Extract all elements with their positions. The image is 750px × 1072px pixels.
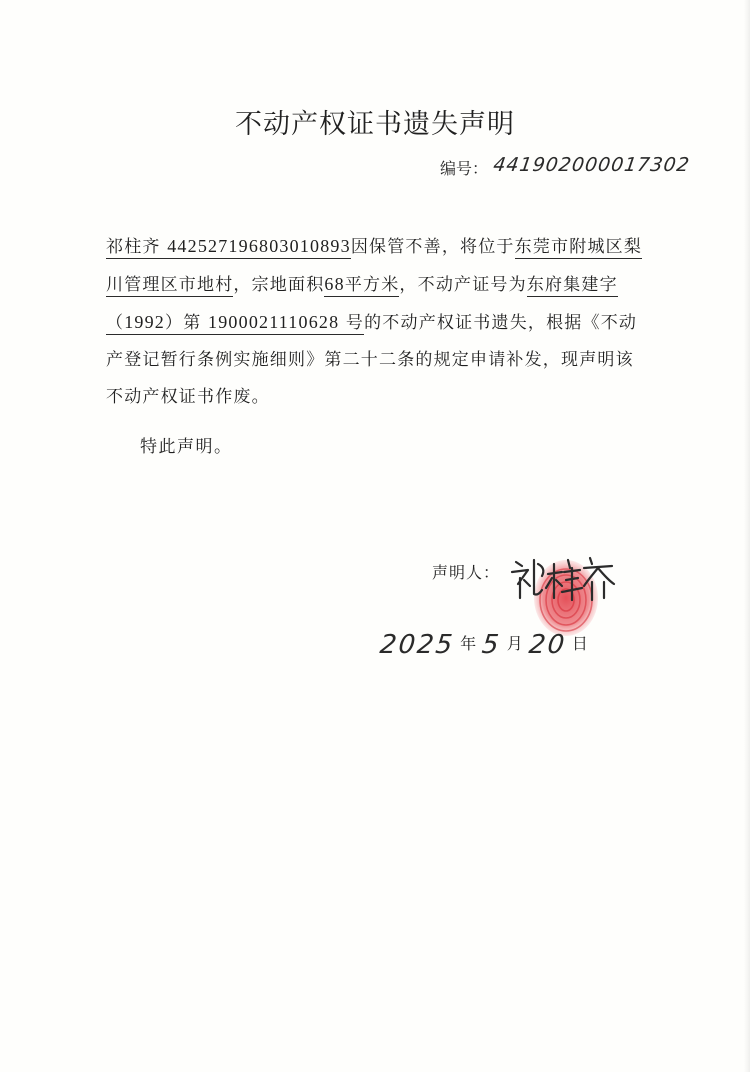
date-month-unit: 月 xyxy=(506,634,523,653)
area-unit: 平方米 xyxy=(344,275,400,295)
declarant-block xyxy=(432,550,672,630)
cert-mid: ）第 xyxy=(165,313,202,333)
date-year: 2025 xyxy=(378,630,456,660)
document-title: 不动产权证书遗失声明 xyxy=(235,109,515,140)
cert-suffix: 号 xyxy=(345,313,365,333)
declaration-body xyxy=(106,228,646,416)
body-text-1: 因保管不善，将位于 xyxy=(350,237,515,257)
body-text-4: 的不动产权证书遗失，根据《不动产登记暂行条例实施细则》第二十二条的规定申请补发，现声明该不动产权证书作废。 xyxy=(106,313,638,407)
declarant-label: 声明人： xyxy=(432,563,501,582)
body-text-3: ，不动产证号为 xyxy=(399,275,527,295)
serial-number-line xyxy=(440,154,692,179)
owner-underlined xyxy=(106,237,351,259)
date-day-unit: 日 xyxy=(571,634,588,653)
area-underlined xyxy=(324,275,399,297)
serial-number-handwritten: 441902000017302 xyxy=(491,154,692,176)
closing-statement: 特此声明。 xyxy=(140,437,233,457)
page-edge-shadow xyxy=(744,0,750,1072)
property-location: 东莞市附城区梨川管理区市地村 xyxy=(106,237,643,295)
declaration-date xyxy=(380,630,610,672)
date-year-unit: 年 xyxy=(460,634,477,653)
cert-number: 1900021110628 xyxy=(208,312,340,332)
date-month: 5 xyxy=(480,630,503,660)
body-text-2: ，宗地面积 xyxy=(233,275,325,295)
date-day: 20 xyxy=(527,630,568,660)
owner-id-number: 442527196803010893 xyxy=(167,236,351,256)
area-value: 68 xyxy=(324,274,345,294)
serial-label: 编号： xyxy=(440,159,489,178)
handwritten-signature xyxy=(508,550,628,602)
declaration-paragraph xyxy=(106,228,646,416)
owner-name: 祁柱齐 xyxy=(106,237,161,257)
cert-year: 1992 xyxy=(124,312,166,332)
cert-prefix: 东府集建字（ xyxy=(106,275,618,333)
